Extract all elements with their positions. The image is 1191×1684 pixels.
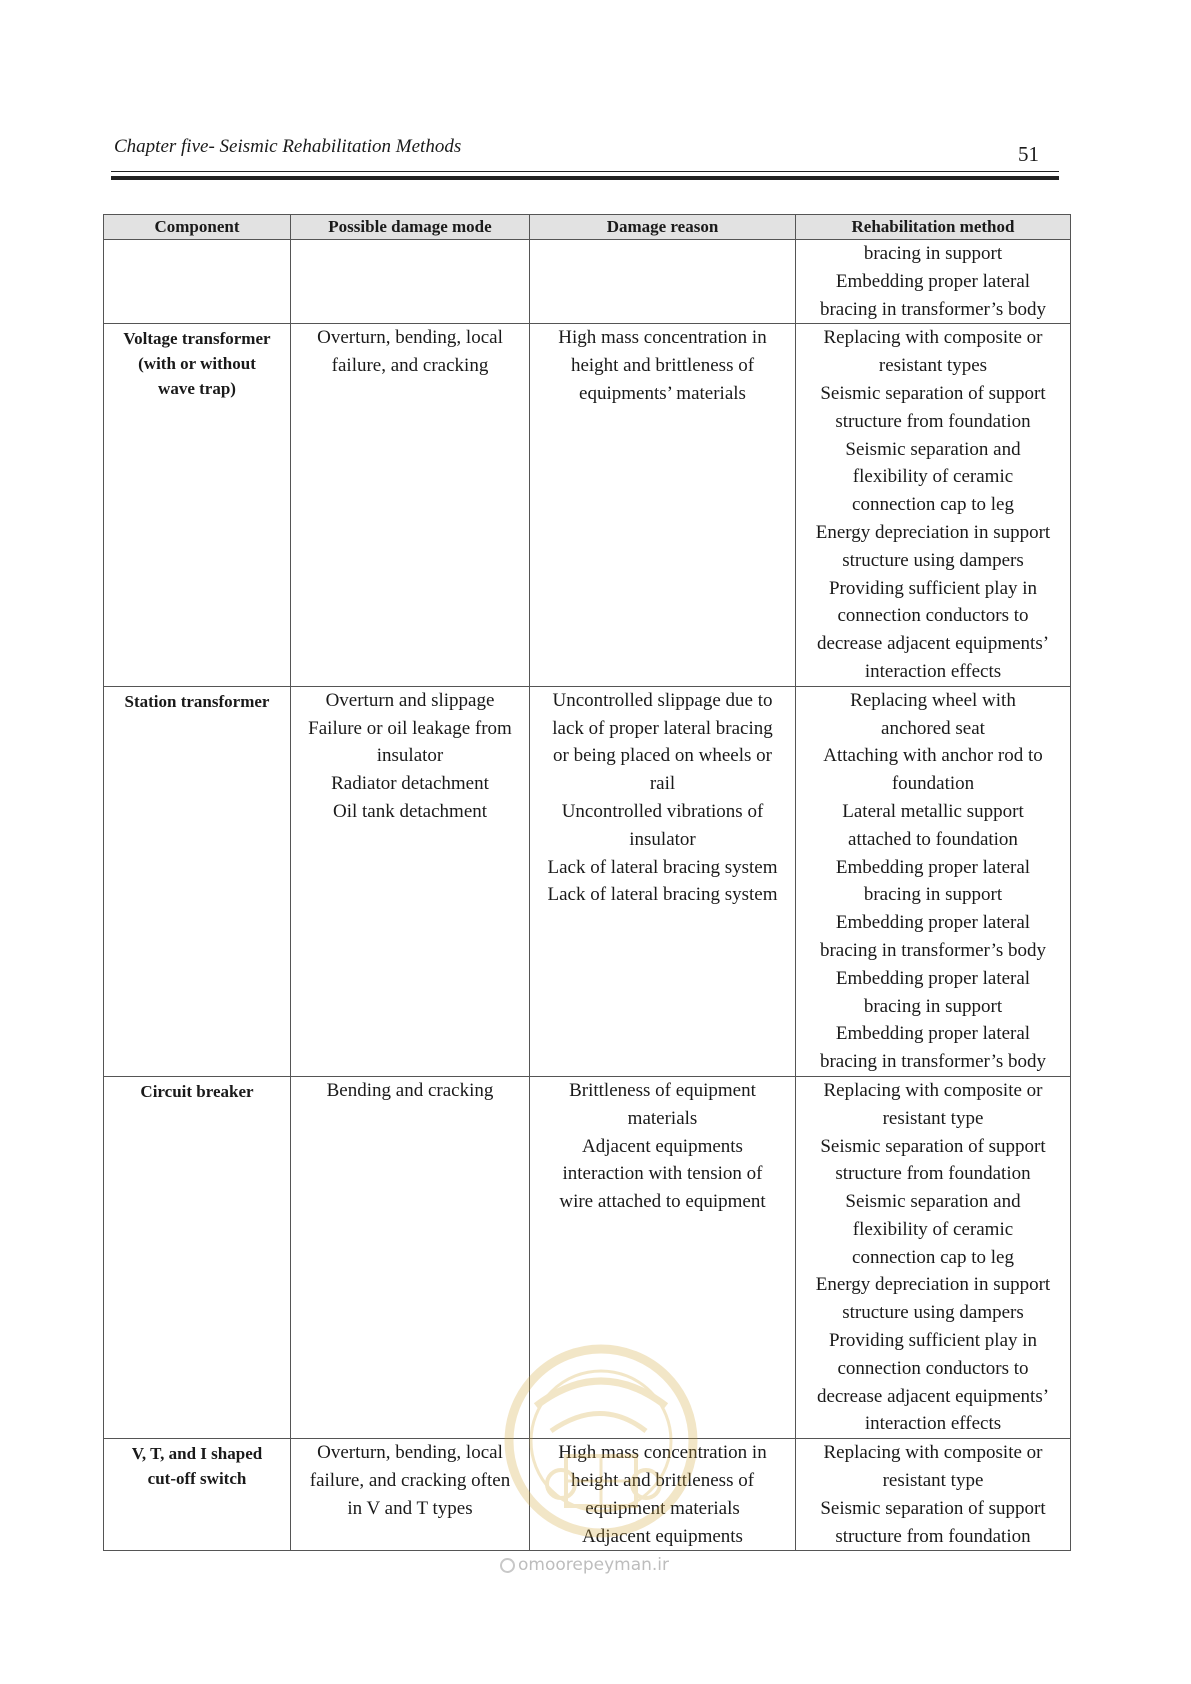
- column-header-rehabilitation: Rehabilitation method: [796, 215, 1071, 240]
- cell-line: Lack of lateral bracing system: [547, 884, 778, 906]
- cell-line: Embedding proper lateral: [835, 967, 1031, 989]
- cell-component: [104, 1439, 291, 1551]
- cell-line: Providing sufficient play in: [828, 1330, 1038, 1352]
- page-number: 51: [1018, 142, 1039, 166]
- cell-line: Station transformer: [124, 691, 270, 711]
- cell-line: Voltage transformer: [123, 329, 271, 349]
- cell-line: structure from foundation: [835, 410, 1031, 432]
- cell-line: resistant type: [882, 1107, 984, 1129]
- cell-line: Circuit breaker: [140, 1081, 254, 1101]
- cell-component: [104, 686, 291, 1076]
- cell-line: Replacing with composite or: [823, 327, 1043, 349]
- cell-line: anchored seat: [881, 717, 985, 739]
- table-row: [104, 324, 1071, 686]
- cell-line: Failure or oil leakage from: [308, 717, 512, 739]
- cell-line: bracing in support: [863, 995, 1003, 1017]
- cell-component: [104, 240, 291, 324]
- cell-line: Replacing with composite or: [823, 1442, 1043, 1464]
- cell-line: Attaching with anchor rod to: [823, 745, 1043, 767]
- cell-rehabilitation: [796, 240, 1071, 324]
- cell-line: connection cap to leg: [852, 494, 1014, 516]
- cell-line: bracing in support: [863, 884, 1003, 906]
- table-header-row: [104, 215, 1071, 240]
- cell-line: Energy depreciation in support: [815, 521, 1051, 543]
- cell-line: Oil tank detachment: [332, 800, 488, 822]
- cell-line: structure using dampers: [842, 549, 1024, 571]
- column-header-damage-reason: Damage reason: [530, 215, 796, 240]
- cell-line: decrease adjacent equipments’: [816, 1385, 1050, 1407]
- cell-damage-mode: [291, 1439, 530, 1551]
- cell-line: Overturn and slippage: [325, 689, 495, 711]
- cell-damage-reason: [530, 324, 796, 686]
- cell-line: connection conductors to: [837, 605, 1029, 627]
- cell-line: Overturn, bending, local: [317, 1442, 503, 1464]
- cell-line: bracing in support: [863, 243, 1003, 264]
- cell-line: Uncontrolled vibrations of: [561, 800, 764, 822]
- cell-line: flexibility of ceramic: [852, 1218, 1014, 1240]
- cell-line: connection conductors to: [837, 1357, 1029, 1379]
- header-rule-thin: [111, 171, 1059, 172]
- header-rule-thick: [111, 176, 1059, 180]
- table-row: [104, 686, 1071, 1076]
- cell-line: in V and T types: [347, 1497, 473, 1519]
- cell-line: attached to foundation: [848, 828, 1018, 850]
- cell-damage-mode: [291, 324, 530, 686]
- cell-line: (with or without: [138, 354, 256, 374]
- column-header-damage-mode: Possible damage mode: [291, 215, 530, 240]
- cell-line: Adjacent equipments: [582, 1135, 743, 1157]
- cell-line: decrease adjacent equipments’: [816, 633, 1050, 655]
- cell-line: Radiator detachment: [331, 773, 489, 795]
- cell-line: bracing in transformer’s body: [819, 1051, 1046, 1073]
- cell-line: flexibility of ceramic: [852, 466, 1014, 488]
- watermark-site: [500, 1555, 669, 1575]
- cell-line: materials: [627, 1107, 698, 1129]
- cell-line: High mass concentration in: [558, 1442, 767, 1464]
- cell-line: Seismic separation of support: [820, 382, 1046, 404]
- cell-rehabilitation: [796, 1076, 1071, 1438]
- page-header: [114, 134, 1054, 180]
- column-header-component: Component: [104, 215, 291, 240]
- cell-line: equipment materials: [585, 1497, 740, 1519]
- seal-logo-icon: [496, 1336, 706, 1566]
- cell-line: Seismic separation and: [845, 438, 1021, 460]
- cell-line: V, T, and I shaped: [131, 1444, 263, 1464]
- cell-rehabilitation: [796, 1439, 1071, 1551]
- cell-line: height and brittleness of: [570, 1470, 755, 1492]
- cell-line: Seismic separation of support: [820, 1497, 1046, 1519]
- cell-damage-mode: [291, 686, 530, 1076]
- cell-line: Replacing with composite or: [823, 1079, 1043, 1101]
- cell-line: interaction effects: [864, 660, 1002, 682]
- cell-line: Lack of lateral bracing system: [547, 856, 778, 878]
- cell-line: bracing in transformer’s body: [819, 939, 1046, 961]
- cell-component: [104, 324, 291, 686]
- cell-line: structure using dampers: [842, 1302, 1024, 1324]
- cell-line: wire attached to equipment: [559, 1191, 766, 1213]
- cell-line: Lateral metallic support: [842, 800, 1024, 822]
- cell-line: cut-off switch: [147, 1469, 247, 1489]
- cell-line: Energy depreciation in support: [815, 1274, 1051, 1296]
- cell-line: rail: [649, 773, 676, 795]
- cell-line: resistant type: [882, 1470, 984, 1492]
- cell-line: Embedding proper lateral: [835, 1023, 1031, 1045]
- cell-line: lack of proper lateral bracing: [552, 717, 773, 739]
- cell-line: structure from foundation: [835, 1163, 1031, 1185]
- cell-line: High mass concentration in: [558, 327, 767, 349]
- cell-line: insulator: [376, 745, 444, 767]
- cell-line: Providing sufficient play in: [828, 577, 1038, 599]
- cell-damage-mode: [291, 240, 530, 324]
- cell-line: Uncontrolled slippage due to: [552, 689, 773, 711]
- cell-line: Replacing wheel with: [850, 689, 1016, 711]
- cell-rehabilitation: [796, 686, 1071, 1076]
- cell-line: Adjacent equipments: [582, 1525, 743, 1547]
- cell-line: wave trap): [158, 379, 236, 399]
- cell-line: Overturn, bending, local: [317, 327, 503, 349]
- cell-line: resistant types: [878, 355, 988, 377]
- globe-icon: [500, 1558, 515, 1573]
- cell-line: equipments’ materials: [579, 382, 746, 404]
- cell-line: interaction effects: [864, 1413, 1002, 1435]
- cell-rehabilitation: [796, 324, 1071, 686]
- cell-line: Bending and cracking: [326, 1079, 494, 1101]
- table-row: [104, 240, 1071, 324]
- cell-line: Seismic separation and: [845, 1191, 1021, 1213]
- cell-damage-mode: [291, 1076, 530, 1438]
- watermark-site-text: omoorepeyman.ir: [518, 1555, 670, 1575]
- cell-line: foundation: [891, 773, 975, 795]
- cell-line: Embedding proper lateral: [835, 856, 1031, 878]
- cell-line: Embedding proper lateral: [835, 912, 1031, 934]
- cell-line: interaction with tension of: [562, 1163, 763, 1185]
- cell-line: connection cap to leg: [852, 1246, 1014, 1268]
- cell-line: bracing in transformer’s body: [819, 298, 1046, 320]
- cell-line: insulator: [629, 828, 696, 850]
- cell-line: failure, and cracking often: [309, 1470, 511, 1492]
- chapter-title: Chapter five- Seismic Rehabilitation Methods: [114, 136, 462, 157]
- cell-line: or being placed on wheels or: [553, 745, 772, 767]
- cell-component: [104, 1076, 291, 1438]
- cell-line: structure from foundation: [835, 1525, 1031, 1547]
- cell-line: Brittleness of equipment: [569, 1079, 756, 1101]
- cell-line: Seismic separation of support: [820, 1135, 1046, 1157]
- cell-damage-reason: [530, 240, 796, 324]
- cell-line: Embedding proper lateral: [835, 270, 1031, 292]
- cell-line: failure, and cracking: [331, 355, 489, 377]
- cell-line: height and brittleness of: [570, 355, 755, 377]
- cell-damage-reason: [530, 686, 796, 1076]
